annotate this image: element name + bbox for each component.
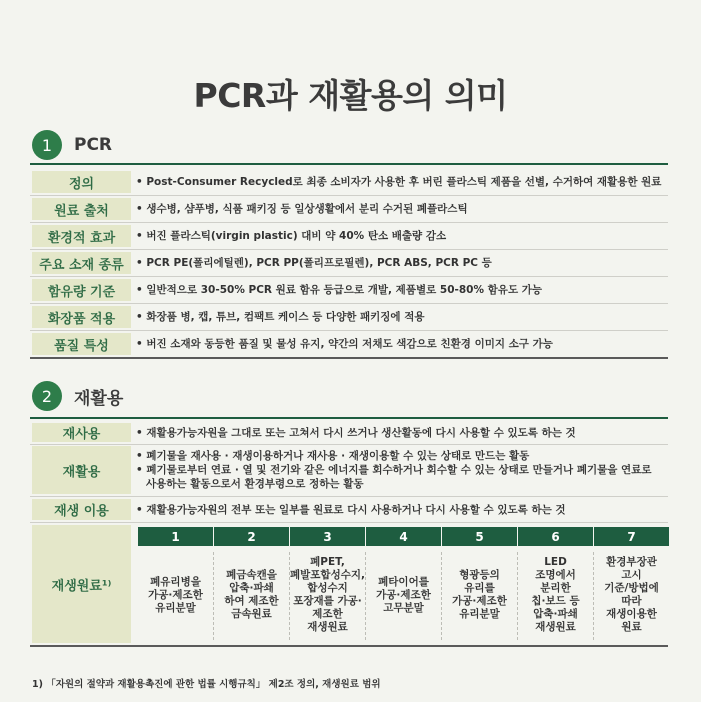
step-number: 7 — [594, 527, 669, 546]
table-row — [30, 304, 668, 331]
row-label: 품질 특성 — [32, 333, 131, 355]
table-row — [30, 497, 668, 523]
row-label: 재활용 — [32, 446, 131, 494]
step-item — [290, 527, 365, 633]
step-number: 2 — [214, 527, 289, 546]
section-pcr-header — [32, 130, 112, 160]
table-row — [30, 331, 668, 359]
section-number-badge: 1 — [32, 130, 62, 160]
row-description — [136, 421, 664, 444]
footnote: 1) 「자원의 절약과 재활용촉진에 관한 법률 시행규칙」 제2조 정의, 재생원료 범위 — [32, 679, 381, 690]
raw-material-row — [30, 523, 668, 647]
step-item — [366, 527, 441, 614]
step-text: LED 조명에서 분리한 칩·보드 등 압축·파쇄 재생원료 — [531, 556, 580, 633]
bullet-text: • 버진 플라스틱(virgin plastic) 대비 약 40% 탄소 배출량 감소 — [136, 230, 447, 242]
row-label: 정의 — [32, 171, 131, 193]
bullet-text: • 버진 소재와 동등한 품질 및 물성 유지, 약간의 저채도 색감으로 친환경 이미지 소구 가능 — [136, 338, 553, 350]
step-divider — [289, 552, 291, 640]
table-row — [30, 250, 668, 277]
step-text: 환경부장관 고시 기준/방법에 따라 재생이용한 원료 — [604, 556, 659, 633]
section-divider — [30, 417, 668, 419]
row-description — [136, 169, 664, 195]
step-divider — [593, 552, 595, 640]
step-number: 3 — [290, 527, 365, 546]
bullet-text: • 재활용가능자원을 그대로 또는 고쳐서 다시 쓰거나 생산활동에 다시 사용할 수 있도록 하는 것 — [136, 426, 576, 439]
bullet-text: • 폐기물을 재사용 · 재생이용하거나 재사용 · 재생이용할 수 있는 상태로 만드는 활동 — [136, 450, 530, 462]
bullet-text: • Post-Consumer Recycled로 최종 소비자가 사용한 후 버린 플라스틱 제품을 선별, 수거하여 재활용한 원료 — [136, 176, 662, 188]
section-recycling-header — [32, 381, 123, 411]
page-title: PCR과 재활용의 의미 — [193, 76, 508, 115]
row-label: 재사용 — [32, 423, 131, 442]
step-divider — [213, 552, 215, 640]
bullet-text: • PCR PE(폴리에틸렌), PCR PP(폴리프로필렌), PCR ABS, PCR PC 등 — [136, 257, 492, 269]
row-label: 주요 소재 종류 — [32, 252, 131, 274]
row-description — [136, 444, 664, 496]
row-label: 환경적 효과 — [32, 225, 131, 247]
row-description — [136, 223, 664, 249]
table-row — [30, 223, 668, 250]
table-row — [30, 196, 668, 223]
row-description — [136, 497, 664, 522]
step-divider — [517, 552, 519, 640]
row-label: 재생원료¹⁾ — [32, 525, 131, 643]
section-title: 재활용 — [74, 388, 124, 409]
section-title: PCR — [74, 135, 113, 155]
section-divider — [30, 163, 668, 165]
row-label: 원료 출처 — [32, 198, 131, 220]
row-label: 재생 이용 — [32, 499, 131, 520]
bullet-text: • 생수병, 샴푸병, 식품 패키징 등 일상생활에서 분리 수거된 폐플라스틱 — [136, 203, 468, 215]
step-item — [214, 527, 289, 620]
step-number: 4 — [366, 527, 441, 546]
row-description — [136, 304, 664, 330]
step-divider — [441, 552, 443, 640]
table-row — [30, 444, 668, 497]
row-label: 화장품 적용 — [32, 306, 131, 328]
bullet-text: • 폐기물로부터 연료 · 열 및 전기와 같은 에너지를 회수하거나 회수할 수 있는 상태로 만들거나 폐기물을 연료로 사용하는 활동으로서 환경부령으로 정하는 활동 — [136, 464, 652, 490]
step-divider — [365, 552, 367, 640]
table-row — [30, 169, 668, 196]
step-number: 1 — [138, 527, 213, 546]
step-number: 6 — [518, 527, 593, 546]
row-description — [136, 331, 664, 357]
row-label: 함유량 기준 — [32, 279, 131, 301]
table-row — [30, 421, 668, 445]
step-item — [138, 527, 213, 614]
bullet-text: • 일반적으로 30-50% PCR 원료 함유 등급으로 개발, 제품별로 50-80% 함유도 가능 — [136, 284, 543, 296]
row-description — [136, 250, 664, 276]
step-text: 폐PET, 폐발포합성수지, 합성수지 포장재를 가공· 제조한 재생원료 — [290, 556, 365, 633]
step-text: 폐유리병을 가공·제조한 유리분말 — [148, 575, 203, 614]
step-item — [442, 527, 517, 620]
section-number-badge: 2 — [32, 381, 62, 411]
step-item — [518, 527, 593, 633]
bullet-text: • 화장품 병, 캡, 튜브, 컴팩트 케이스 등 다양한 패키징에 적용 — [136, 311, 425, 323]
row-description — [136, 277, 664, 303]
step-number: 5 — [442, 527, 517, 546]
table-row — [30, 277, 668, 304]
step-text: 폐금속캔을 압축·파쇄 하여 제조한 금속원료 — [224, 569, 279, 620]
row-description — [136, 196, 664, 222]
step-text: 폐타이어를 가공·제조한 고무분말 — [376, 575, 431, 614]
step-item — [594, 527, 669, 633]
step-text: 형광등의 유리를 가공·제조한 유리분말 — [452, 569, 507, 620]
bullet-text: • 재활용가능자원의 전부 또는 일부를 원료로 다시 사용하거나 다시 사용할 수 있도록 하는 것 — [136, 503, 566, 516]
